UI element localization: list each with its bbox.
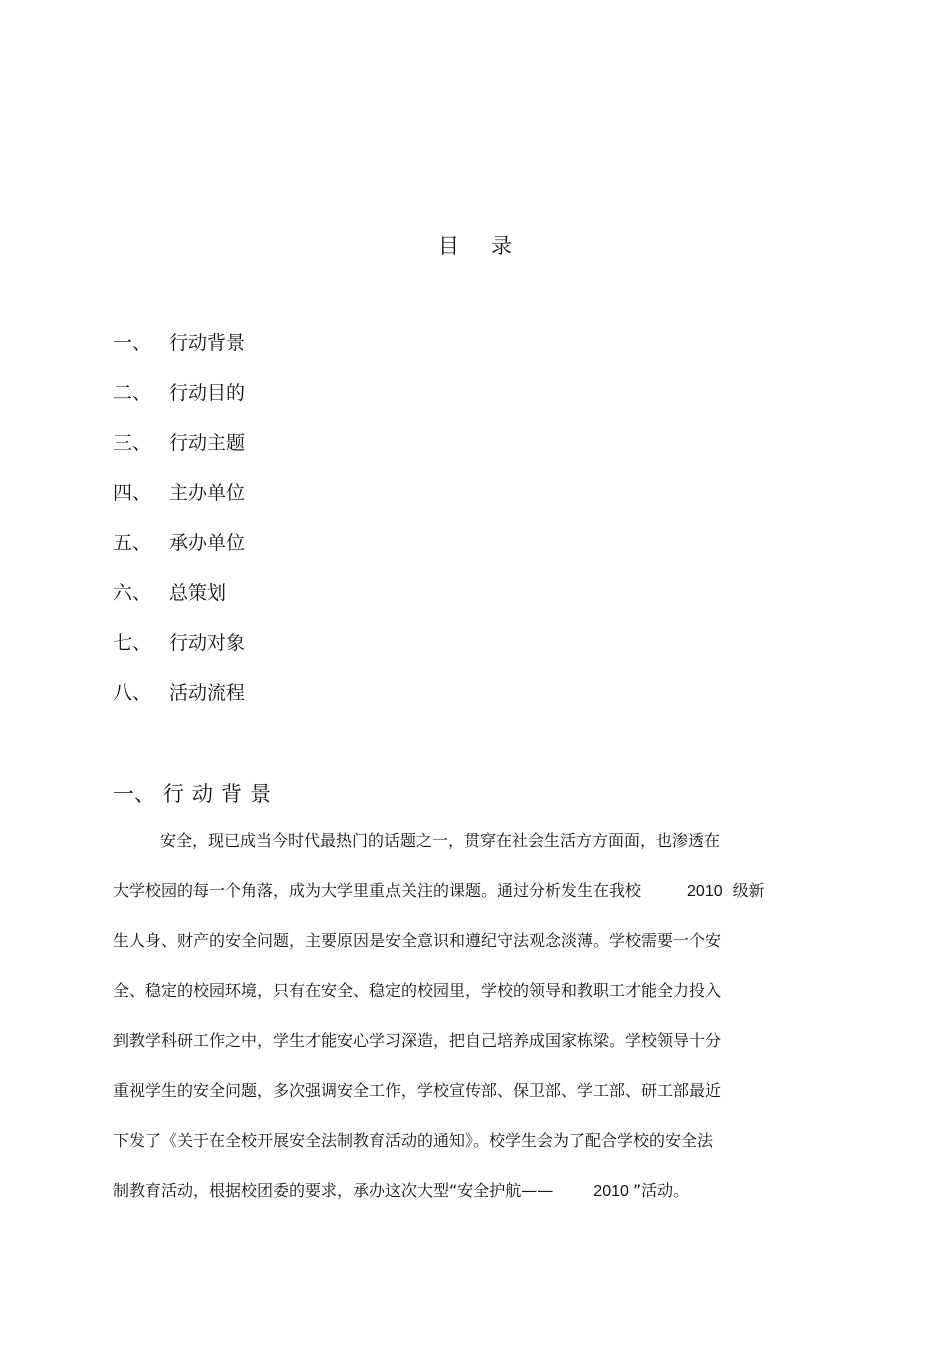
toc-title bbox=[0, 230, 950, 260]
line-number: 2010 bbox=[687, 883, 723, 900]
toc-item-number: 一、 bbox=[113, 332, 152, 354]
toc-item bbox=[113, 528, 245, 578]
toc-item-number: 三、 bbox=[113, 432, 152, 454]
toc-title-part1: 目 bbox=[438, 234, 459, 258]
paragraph-line bbox=[113, 1126, 765, 1176]
toc-item-label: 活动流程 bbox=[169, 682, 246, 704]
paragraph-line bbox=[113, 876, 765, 926]
toc-item-number: 八、 bbox=[113, 682, 152, 704]
line-text: 下发了《关于在全校开展安全法制教育活动的通知》。校学生会为了配合学校的安全法 bbox=[113, 1131, 714, 1150]
section-heading bbox=[113, 778, 279, 810]
toc-item-label: 行动主题 bbox=[169, 432, 246, 454]
paragraph-line bbox=[113, 1176, 765, 1226]
toc-item bbox=[113, 628, 245, 678]
toc-item-label: 行动目的 bbox=[169, 382, 246, 404]
toc-item-number: 四、 bbox=[113, 482, 152, 504]
toc-item-number: 二、 bbox=[113, 382, 152, 404]
paragraph-line bbox=[113, 976, 765, 1026]
toc-item bbox=[113, 328, 245, 378]
line-text-tail: 级新 bbox=[732, 881, 765, 900]
toc-item bbox=[113, 678, 245, 728]
toc-item-label: 总策划 bbox=[169, 582, 227, 604]
line-text: 安全，现已成当今时代最热门的话题之一，贯穿在社会生活方方面面，也渗透在 bbox=[160, 831, 721, 850]
line-text: 重视学生的安全问题，多次强调安全工作，学校宣传部、保卫部、学工部、研工部最近 bbox=[113, 1081, 722, 1100]
paragraph-line bbox=[113, 1076, 765, 1126]
toc-item-label: 承办单位 bbox=[169, 532, 246, 554]
section-title: 行动背景 bbox=[163, 782, 279, 806]
paragraph-line bbox=[113, 926, 765, 976]
toc-item bbox=[113, 578, 245, 628]
toc-item-number: 七、 bbox=[113, 632, 152, 654]
paragraph-line bbox=[113, 826, 765, 876]
toc-title-part2: 录 bbox=[491, 234, 512, 258]
toc-list bbox=[113, 328, 245, 728]
toc-item bbox=[113, 378, 245, 428]
line-text: 大学校园的每一个角落，成为大学里重点关注的课题。通过分析发生在我校 bbox=[113, 881, 642, 900]
toc-item-number: 六、 bbox=[113, 582, 152, 604]
line-text: 全、稳定的校园环境，只有在安全、稳定的校园里，学校的领导和教职工才能全力投入 bbox=[113, 981, 722, 1000]
section-number: 一、 bbox=[113, 782, 155, 806]
paragraph-line bbox=[113, 1026, 765, 1076]
toc-item-label: 行动背景 bbox=[169, 332, 246, 354]
toc-item-label: 主办单位 bbox=[169, 482, 246, 504]
line-number: 2010 bbox=[593, 1183, 629, 1200]
toc-item bbox=[113, 478, 245, 528]
section-paragraph bbox=[113, 826, 765, 1226]
line-text-tail: ”活动。 bbox=[632, 1181, 690, 1200]
toc-item-label: 行动对象 bbox=[169, 632, 246, 654]
toc-item bbox=[113, 428, 245, 478]
line-text: 到教学科研工作之中，学生才能安心学习深造，把自己培养成国家栋梁。学校领导十分 bbox=[113, 1031, 722, 1050]
toc-item-number: 五、 bbox=[113, 532, 152, 554]
line-text: 生人身、财产的安全问题，主要原因是安全意识和遵纪守法观念淡薄。学校需要一个安 bbox=[113, 931, 722, 950]
line-text: 制教育活动，根据校团委的要求，承办这次大型“安全护航—— bbox=[113, 1181, 554, 1200]
